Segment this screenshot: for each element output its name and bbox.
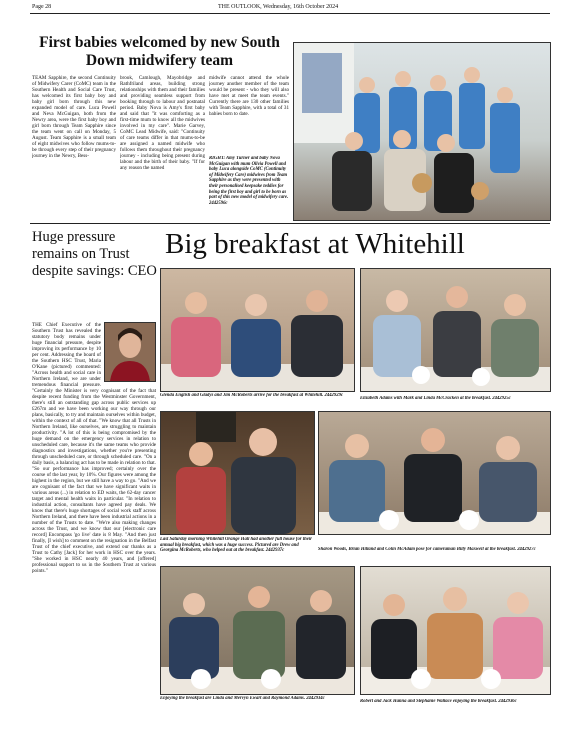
breakfast-photo-6 (360, 566, 551, 695)
story2-headline: Huge pressure remains on Trust despite savings: CEO (32, 229, 157, 280)
breakfast-caption-1: Glenda English and Gladys and Jim McRoberts arrive for the breakfast at Whitehill. 2442929c (160, 393, 344, 398)
breakfast-caption-6: Robert and Jack Hanna and Stephanie Wallace enjoying the breakfast. 2442936c (360, 699, 517, 704)
breakfast-photo-3-art (161, 412, 314, 534)
story1-column-3: midwife cannot attend the whole journey another member of the team would be present - who they will also have met at meet the team events." Currently there are 130 other families with Team Sapphire, with a total of 31 babies born to date. (209, 75, 289, 117)
ceo-portrait (104, 322, 156, 382)
breakfast-caption-4: Sharon Woods, Brian Hilland and Colin McAdam pose for cameraman Billy Maxwell at the breakfast. 2442927c (318, 547, 536, 552)
breakfast-caption-2: Elizabeth Adams with Mark and Linda McCracken at the breakfast. 2442925c (360, 396, 511, 401)
breakfast-photo-5 (160, 566, 355, 695)
breakfast-photo-1-art (161, 269, 354, 391)
midwives-photo (293, 42, 551, 221)
breakfast-photo-2 (360, 268, 551, 392)
story1-caption: RIGHT: Amy Turner and baby Nova McGuigan with mum Olivia Powell and baby Luca alongside CoMC (Continuity of Midwifery Care) midwives from Team Sapphire as they were presented with their personalised keepsake teddies for being the first boy and girl to be born as part of this new model of midwifery care. 2442596c (209, 156, 289, 206)
breakfast-photo-6-art (361, 567, 550, 694)
breakfast-photo-4 (318, 411, 551, 535)
page-number: Page 28 (32, 4, 52, 10)
breakfast-photo-5-art (161, 567, 354, 694)
story1-headline: First babies welcomed by new South Down midwifery team (39, 34, 280, 69)
story1-column-2: brook, Camlough, Mayobridge and Rathfriland areas, building strong relationships with them and their families and providing seamless support from booking through to labour and postnatal period. Baby Nova is Amy's first baby and said that "it was comforting as a first-time mum to know all the midwives involved in my care". Marie Garvey, CoMC Lead Midwife, said: "Continuity of care teams differ in that mums-to-be are assigned a named midwife who follows them throughout their pregnancy journey - including being present during labour and the birth of their baby. "If for any reason the named (120, 75, 205, 171)
breakfast-caption-3: Last Saturday morning Whitehill Orange Hall had another full house for their annual big breakfast, which was a huge success. Pictured are Drew and Georgina McRoberts, who helped out at the breakfast. 2442937c (160, 537, 312, 554)
section-rule (30, 223, 550, 224)
story2-text: THE Chief Executive of the Southern Trust has revealed the statutory body remains under huge financial pressure, despite improving its performance by 10 per cent. Addressing the board of the Southern HSC Trust, Maria O'Kane (pictured) commented: "Across health and social care in Northern Ireland, we are under tremendous financial pressure. "Certainly the Minister is very cognisant of the fact that despite recent funding from the Westminster Government, there's still an outstanding gap across public services up £267m and we have been working our way through our plans, basically, to try and maintain ourselves within budget, within the context of all of that. "We know that all Trusts in Northern Ireland, like ourselves, are struggling to maintain productivity. "A lot of this is being compromised by the huge demand on the emergency services in relation to unscheduled care, because it's the same teams who provide diagnostics and investigations, whether you're presenting through unscheduled care, or through scheduled care. "On a daily basis, a balancing act has to be made in relation to that. "So our performance has improved; certainly over the course of the last year, by 10%. Our figures were among the highest in the region, but we still have a way to go. "And we are cognisant of the fact that we have significant waits in various areas (...) in relation to ED waits, the 62-day cancer target and mental health waits in particular. "In relation to industrial action, consultants have agreed pay deals. We know that there's huge shortages of social work staff across Northern Ireland, and there have been industrial actions in a number of the Trusts to date. "We're also making changes across the Trust, and we know that our [electronic care record] Encompass 'go live' date is 8 May. "And then just finally, [I wish] to comment on the resignation in the Belfast Trust of the chief executive, and extend our thanks as a Trust to Cathy [Jack] for her work in HSC over the years. "She worked in HSC nearly 40 years, and [offered] professional support to us in the Southern Trust at various points." (32, 322, 156, 574)
breakfast-photo-1 (160, 268, 355, 392)
breakfast-photo-2-art (361, 269, 550, 391)
ceo-portrait-art (105, 323, 155, 381)
story2-body (32, 322, 156, 726)
header-rule (30, 13, 550, 14)
story1-column-1: TEAM Sapphire, the second Continuity of Midwifery Carer (CoMC) team in the Southern Health and Social Care Trust, has welcomed its first baby boy and baby girl born through this new expanded model of care. Luca Powell and Neva McGuigan, both from the Newry area, were the first baby boy and girl born through Team Sapphire since the team went on call on Monday, 5 August. Team Sapphire is a small team of eight midwives who follow mums-to-be through every step of their pregnancy journey in the Newry, Bess- (32, 75, 116, 159)
newspaper-dateline: THE OUTLOOK, Wednesday, 16th October 2024 (218, 4, 339, 10)
breakfast-caption-5: Enjoying the breakfast are Linda and Mervyn Ewart and Raymond Adams. 2442934c (160, 696, 325, 701)
midwives-photo-art (294, 43, 550, 220)
story3-headline: Big breakfast at Whitehill (165, 228, 465, 260)
breakfast-photo-3 (160, 411, 315, 535)
breakfast-photo-4-art (319, 412, 550, 534)
